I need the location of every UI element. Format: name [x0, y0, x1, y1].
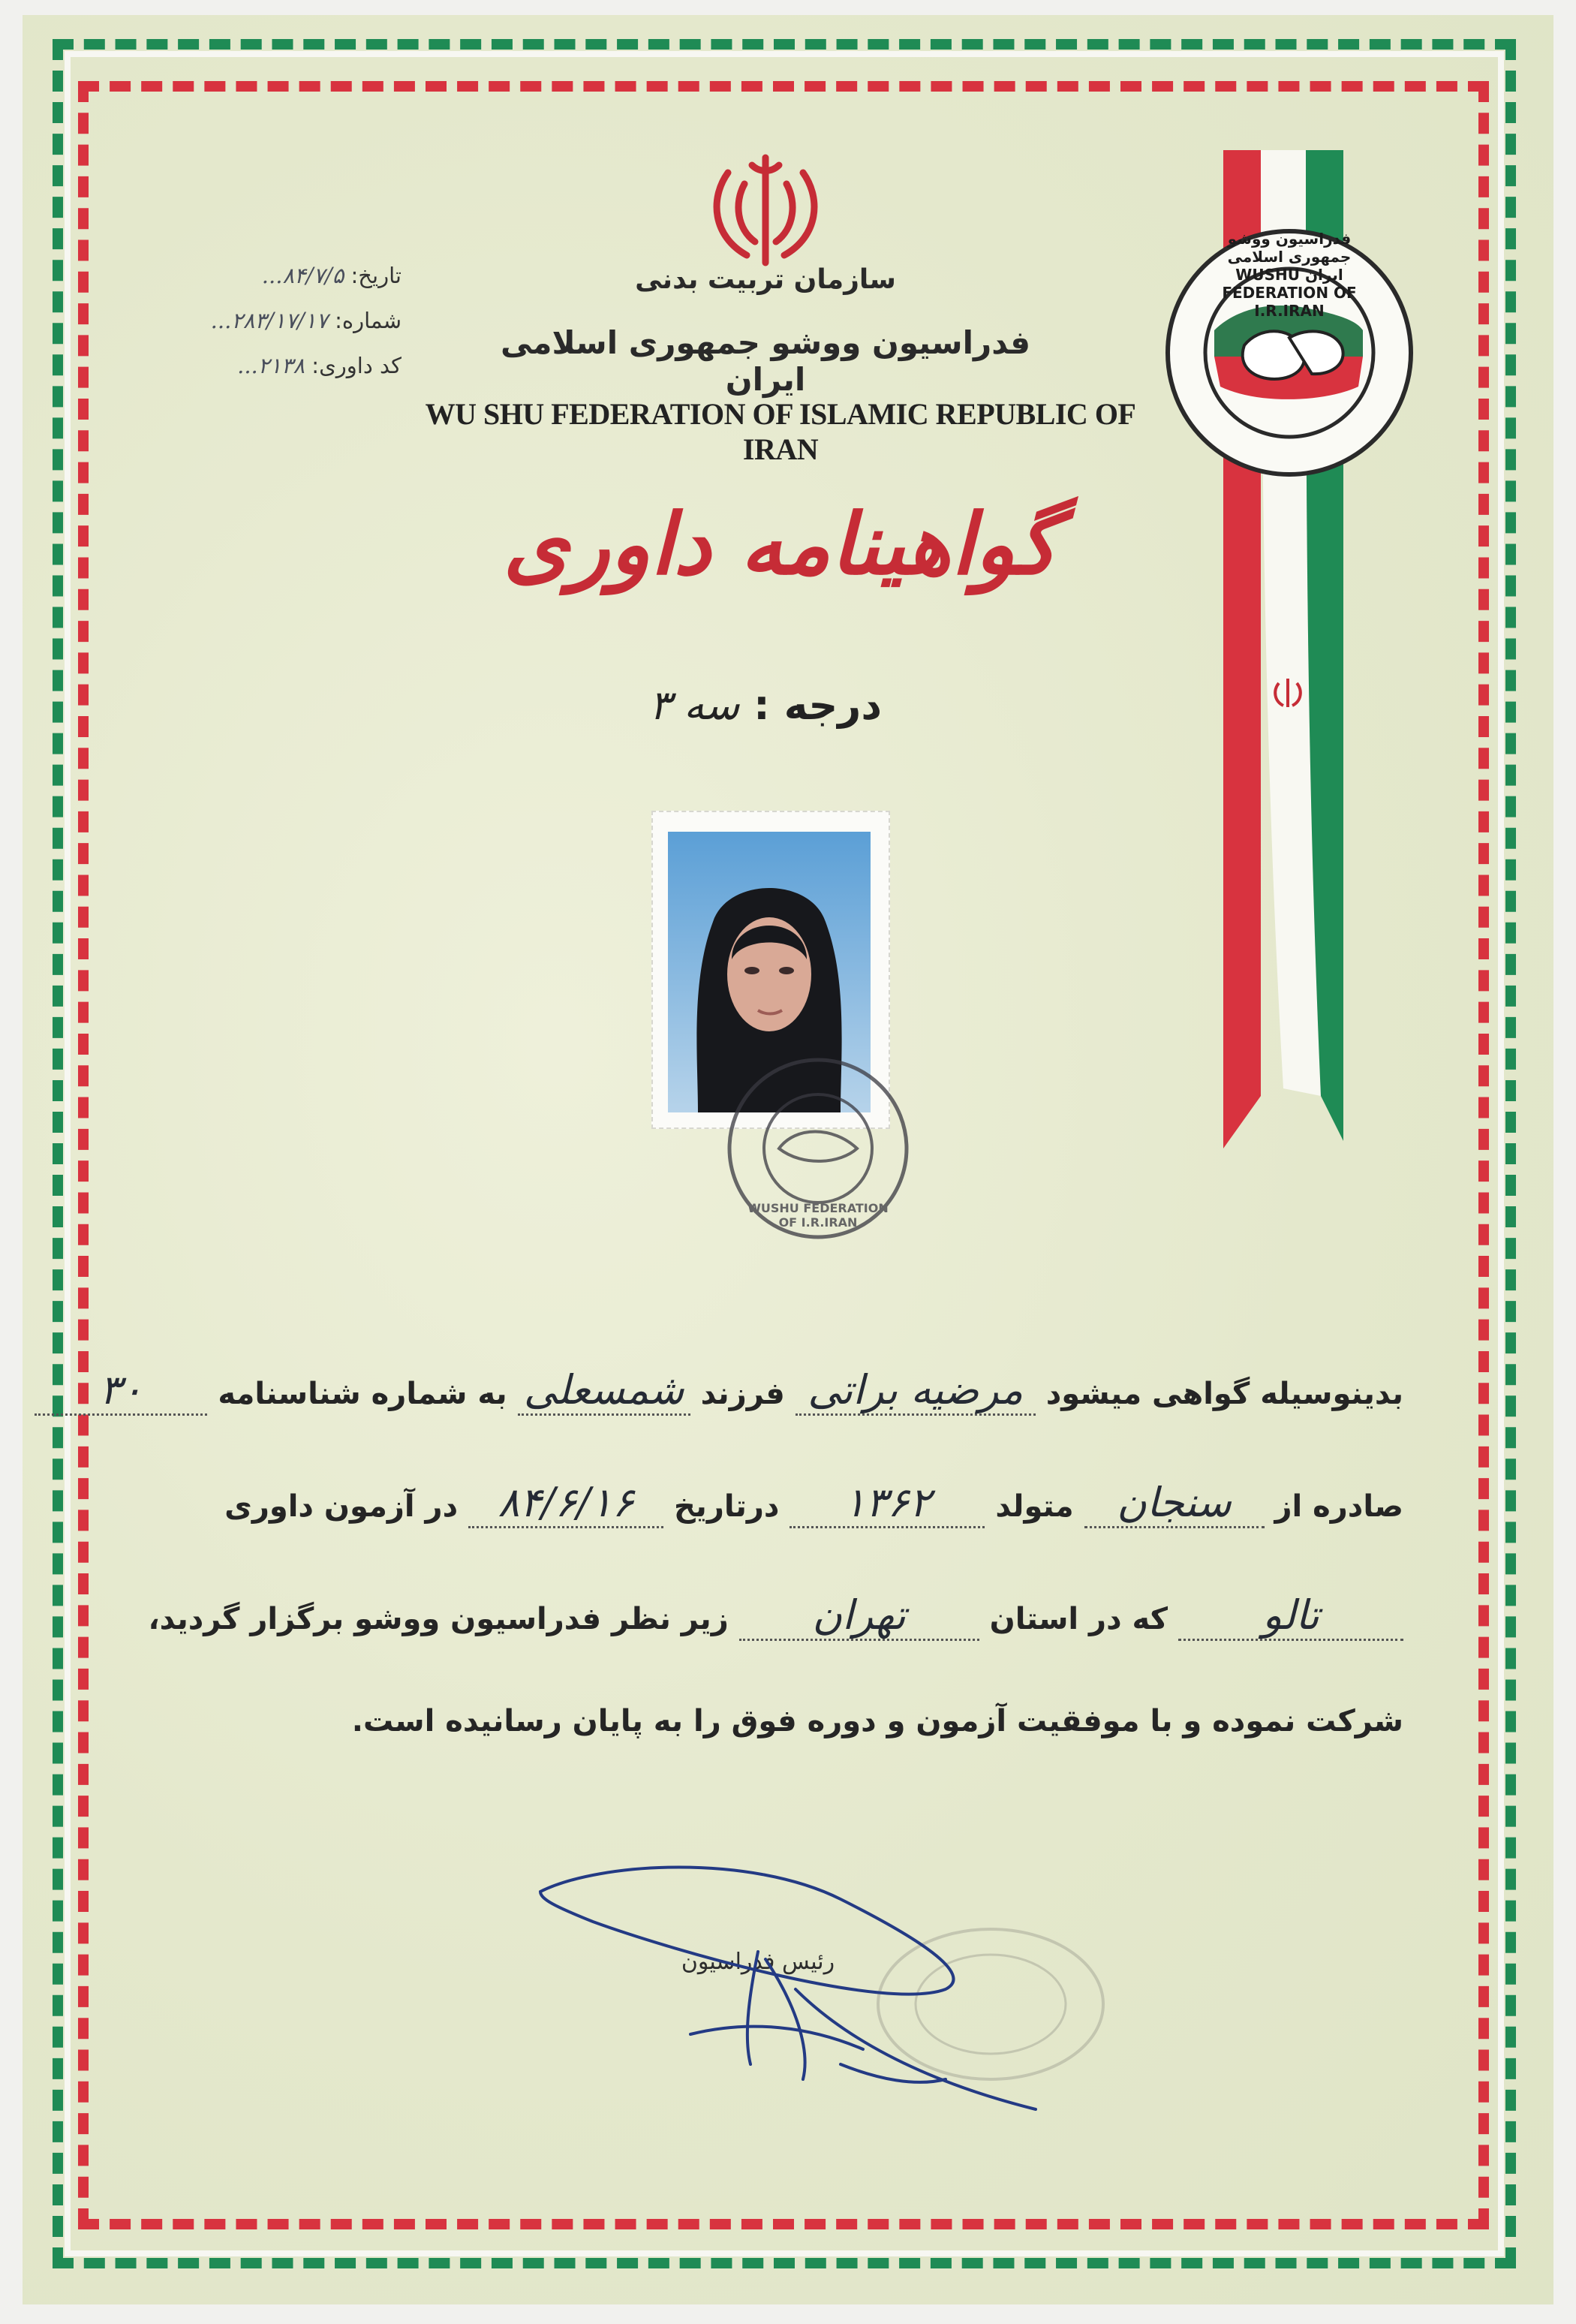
meta-number-value: ۲۸۳/۱۷/۱۷... [210, 308, 328, 333]
body-id-number: ۳۰ [99, 1366, 143, 1413]
org-line-1: سازمان تربیت بدنی [635, 264, 896, 295]
grade-value: سه ۳ [648, 682, 740, 729]
body-l1-child-of: فرزند [700, 1377, 785, 1411]
meta-date-value: ۸۴/۷/۵... [261, 263, 344, 288]
meta-number [146, 308, 402, 333]
body-l2-exam-label: در آزمون داوری [224, 1489, 459, 1524]
grade-label: درجه : [753, 682, 883, 729]
body-father: شمسعلی [523, 1366, 684, 1413]
body-issued-place: سنجان [1117, 1479, 1232, 1526]
body-l1-prefix: بدینوسیله گواهی میشود [1045, 1377, 1403, 1411]
body-line-3 [113, 1591, 1403, 1641]
meta-date [146, 263, 402, 288]
body-line-4 [113, 1704, 1403, 1738]
federation-logo [1162, 225, 1417, 480]
meta-date-label: تاریخ: [350, 263, 402, 288]
body-exam-date: ۸۴/۶/۱۶ [498, 1479, 634, 1526]
body-line-1 [99, 1366, 1403, 1416]
iran-emblem-icon [705, 143, 826, 270]
federation-stamp [720, 1051, 916, 1246]
body-discipline: تالو [1262, 1591, 1319, 1639]
body-l2-date-label: درتاریخ [673, 1489, 780, 1524]
body-l2-born-label: متولد [995, 1489, 1074, 1524]
meta-referee-code-value: ۲۱۳۸... [237, 353, 305, 378]
body-l4: شرکت نموده و با موفقیت آزمون و دوره فوق را به پایان رسانیده است. [351, 1704, 1403, 1738]
stamp-text: WUSHU FEDERATION OF I.R.IRAN [747, 1201, 889, 1230]
body-province: تهران [812, 1591, 906, 1639]
meta-referee-code-label: کد داوری: [311, 353, 402, 378]
org-english: WU SHU FEDERATION OF ISLAMIC REPUBLIC OF IRAN [425, 397, 1136, 466]
body-l2-issued-label: صادره از [1274, 1489, 1403, 1524]
org-line-2: فدراسیون ووشو جمهوری اسلامی ایران [501, 324, 1030, 398]
body-l3-suffix: زیر نظر فدراسیون ووشو برگزار گردید، [148, 1602, 729, 1636]
certificate-title: گواهینامه داوری [503, 495, 1058, 594]
signature-title: رئیس فدراسیون [681, 1949, 835, 1975]
body-l1-id-label: به شماره شناسنامه [218, 1377, 507, 1411]
body-line-2 [113, 1479, 1403, 1528]
body-birth-year: ۱۳۶۲ [844, 1479, 931, 1526]
body-l3-province-label: که در استان [989, 1602, 1168, 1636]
meta-number-label: شماره: [335, 308, 402, 333]
meta-referee-code [146, 353, 402, 378]
logo-text: فدراسیون ووشو جمهوری اسلامی ایران WUSHU FEDERATION OF I.R.IRAN [1222, 230, 1357, 320]
handwritten-signature [525, 1839, 1096, 2124]
body-name: مرضیه براتی [808, 1366, 1024, 1413]
grade [585, 682, 946, 729]
